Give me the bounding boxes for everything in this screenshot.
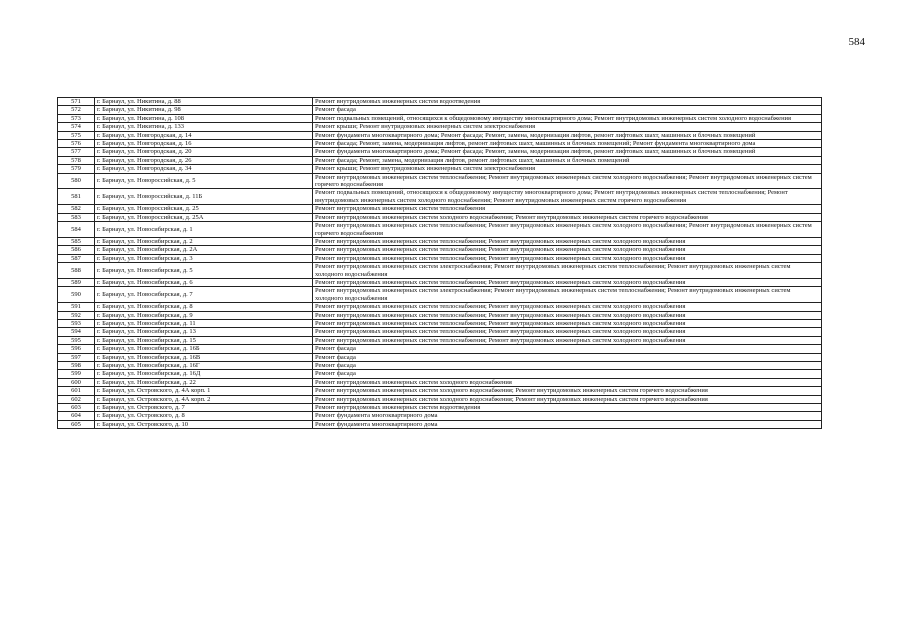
- page-number: 584: [848, 36, 865, 48]
- work-type-cell: Ремонт внутридомовых инженерных систем холодного водоснабжения; Ремонт внутридомовых инженерных систем горячего водоснабжения: [313, 387, 822, 395]
- work-type-cell: Ремонт внутридомовых инженерных систем холодного водоснабжения: [313, 378, 822, 386]
- work-type-cell: Ремонт внутридомовых инженерных систем холодного водоснабжения; Ремонт внутридомовых инженерных систем горячего водоснабжения: [313, 395, 822, 403]
- table-row: [58, 319, 822, 327]
- address-cell: г. Барнаул, ул. Островского, д. 4А корп. 1: [95, 387, 313, 395]
- table-row: [58, 362, 822, 370]
- table-row: [58, 328, 822, 336]
- row-number-cell: 595: [58, 336, 95, 344]
- row-number-cell: 574: [58, 123, 95, 131]
- table-row: [58, 131, 822, 139]
- table-row: [58, 263, 822, 279]
- row-number-cell: 602: [58, 395, 95, 403]
- address-cell: г. Барнаул, ул. Новосибирская, д. 2: [95, 237, 313, 245]
- table-row: [58, 387, 822, 395]
- work-type-cell: Ремонт внутридомовых инженерных систем электроснабжения; Ремонт внутридомовых инженерных систем теплоснабжения; Ремонт внутридомовых инженерных систем холодного водоснабжения: [313, 287, 822, 303]
- work-type-cell: Ремонт фундамента многоквартирного дома: [313, 412, 822, 420]
- row-number-cell: 594: [58, 328, 95, 336]
- address-cell: г. Барнаул, ул. Новосибирская, д. 9: [95, 311, 313, 319]
- address-cell: г. Барнаул, ул. Никитина, д. 98: [95, 106, 313, 114]
- row-number-cell: 597: [58, 353, 95, 361]
- row-number-cell: 575: [58, 131, 95, 139]
- work-type-cell: Ремонт внутридомовых инженерных систем теплоснабжения; Ремонт внутридомовых инженерных систем холодного водоснабжения: [313, 336, 822, 344]
- row-number-cell: 578: [58, 156, 95, 164]
- row-number-cell: 577: [58, 148, 95, 156]
- table-row: [58, 378, 822, 386]
- table-row: [58, 148, 822, 156]
- address-cell: г. Барнаул, ул. Новосибирская, д. 11: [95, 319, 313, 327]
- table-row: [58, 404, 822, 412]
- address-cell: г. Барнаул, ул. Островского, д. 8: [95, 412, 313, 420]
- address-cell: г. Барнаул, ул. Новосибирская, д. 16Б: [95, 345, 313, 353]
- row-number-cell: 576: [58, 140, 95, 148]
- work-type-cell: Ремонт внутридомовых инженерных систем теплоснабжения; Ремонт внутридомовых инженерных систем холодного водоснабжения: [313, 254, 822, 262]
- table-row: [58, 278, 822, 286]
- address-cell: г. Барнаул, ул. Новосибирская, д. 15: [95, 336, 313, 344]
- address-cell: г. Барнаул, ул. Новгородская, д. 14: [95, 131, 313, 139]
- work-type-cell: Ремонт крыши; Ремонт внутридомовых инженерных систем электроснабжения: [313, 165, 822, 173]
- table-row: [58, 287, 822, 303]
- address-cell: г. Барнаул, ул. Новосибирская, д. 3: [95, 254, 313, 262]
- address-cell: г. Барнаул, ул. Новгородская, д. 20: [95, 148, 313, 156]
- work-type-cell: Ремонт внутридомовых инженерных систем теплоснабжения; Ремонт внутридомовых инженерных систем холодного водоснабжения: [313, 319, 822, 327]
- work-type-cell: Ремонт фасада: [313, 106, 822, 114]
- address-cell: г. Барнаул, ул. Никитина, д. 133: [95, 123, 313, 131]
- table-row: [58, 140, 822, 148]
- table-row: [58, 246, 822, 254]
- row-number-cell: 580: [58, 173, 95, 189]
- address-cell: г. Барнаул, ул. Новосибирская, д. 13: [95, 328, 313, 336]
- work-type-cell: Ремонт фасада; Ремонт, замена, модернизация лифтов, ремонт лифтовых шахт, машинных и блочных помещений; Ремонт фундамента многоквартирного дома: [313, 140, 822, 148]
- address-cell: г. Барнаул, ул. Новгородская, д. 26: [95, 156, 313, 164]
- table-row: [58, 311, 822, 319]
- row-number-cell: 579: [58, 165, 95, 173]
- work-type-cell: Ремонт внутридомовых инженерных систем теплоснабжения; Ремонт внутридомовых инженерных систем холодного водоснабжения: [313, 311, 822, 319]
- address-cell: г. Барнаул, ул. Новосибирская, д. 1: [95, 222, 313, 238]
- row-number-cell: 601: [58, 387, 95, 395]
- work-type-cell: Ремонт подвальных помещений, относящихся к общедомовому имуществу многоквартирного дома; Ремонт внутридомовых инженерных систем холодного водоснабжения: [313, 114, 822, 122]
- address-cell: г. Барнаул, ул. Новосибирская, д. 2А: [95, 246, 313, 254]
- row-number-cell: 589: [58, 278, 95, 286]
- work-type-cell: Ремонт внутридомовых инженерных систем холодного водоснабжения; Ремонт внутридомовых инженерных систем горячего водоснабжения: [313, 213, 822, 221]
- address-cell: г. Барнаул, ул. Новороссийская, д. 25А: [95, 213, 313, 221]
- table-row: [58, 173, 822, 189]
- row-number-cell: 603: [58, 404, 95, 412]
- row-number-cell: 587: [58, 254, 95, 262]
- address-cell: г. Барнаул, ул. Новороссийская, д. 5: [95, 173, 313, 189]
- row-number-cell: 590: [58, 287, 95, 303]
- table-row: [58, 420, 822, 428]
- work-type-cell: Ремонт фасада; Ремонт, замена, модернизация лифтов, ремонт лифтовых шахт, машинных и блочных помещений: [313, 156, 822, 164]
- work-type-cell: Ремонт фундамента многоквартирного дома: [313, 420, 822, 428]
- row-number-cell: 591: [58, 303, 95, 311]
- table-row: [58, 213, 822, 221]
- row-number-cell: 583: [58, 213, 95, 221]
- work-type-cell: Ремонт фундамента многоквартирного дома; Ремонт фасада; Ремонт, замена, модернизация лифтов, ремонт лифтовых шахт, машинных и блочных помещений: [313, 148, 822, 156]
- table-row: [58, 303, 822, 311]
- table-row: [58, 123, 822, 131]
- row-number-cell: 571: [58, 98, 95, 106]
- table-row: [58, 336, 822, 344]
- work-type-cell: Ремонт внутридомовых инженерных систем теплоснабжения; Ремонт внутридомовых инженерных систем холодного водоснабжения: [313, 237, 822, 245]
- row-number-cell: 593: [58, 319, 95, 327]
- table-body: [58, 98, 822, 429]
- address-cell: г. Барнаул, ул. Островского, д. 10: [95, 420, 313, 428]
- table-row: [58, 254, 822, 262]
- work-type-cell: Ремонт внутридомовых инженерных систем водоотведения: [313, 404, 822, 412]
- work-type-cell: Ремонт внутридомовых инженерных систем электроснабжения; Ремонт внутридомовых инженерных систем теплоснабжения; Ремонт внутридомовых инженерных систем холодного водоснабжения: [313, 263, 822, 279]
- row-number-cell: 581: [58, 189, 95, 205]
- address-cell: г. Барнаул, ул. Новосибирская, д. 16Г: [95, 362, 313, 370]
- row-number-cell: 573: [58, 114, 95, 122]
- row-number-cell: 600: [58, 378, 95, 386]
- work-type-cell: Ремонт подвальных помещений, относящихся к общедомовому имуществу многоквартирного дома; Ремонт внутридомовых инженерных систем теплоснабжения; Ремонт внутридомовых инженерных систем холодного водоснабжения; Ремонт внутридомовых инженерных систем горячего водоснабжения: [313, 189, 822, 205]
- table-row: [58, 156, 822, 164]
- row-number-cell: 588: [58, 263, 95, 279]
- work-type-cell: Ремонт внутридомовых инженерных систем теплоснабжения; Ремонт внутридомовых инженерных систем холодного водоснабжения: [313, 278, 822, 286]
- table-row: [58, 165, 822, 173]
- address-cell: г. Барнаул, ул. Новосибирская, д. 16В: [95, 353, 313, 361]
- address-cell: г. Барнаул, ул. Новгородская, д. 34: [95, 165, 313, 173]
- row-number-cell: 572: [58, 106, 95, 114]
- address-cell: г. Барнаул, ул. Новосибирская, д. 16Д: [95, 370, 313, 378]
- address-cell: г. Барнаул, ул. Новосибирская, д. 7: [95, 287, 313, 303]
- table-row: [58, 370, 822, 378]
- work-type-cell: Ремонт внутридомовых инженерных систем теплоснабжения; Ремонт внутридомовых инженерных систем холодного водоснабжения: [313, 328, 822, 336]
- row-number-cell: 599: [58, 370, 95, 378]
- table-row: [58, 205, 822, 213]
- address-cell: г. Барнаул, ул. Новосибирская, д. 5: [95, 263, 313, 279]
- table-row: [58, 189, 822, 205]
- row-number-cell: 592: [58, 311, 95, 319]
- address-cell: г. Барнаул, ул. Новосибирская, д. 8: [95, 303, 313, 311]
- table-row: [58, 237, 822, 245]
- table-row: [58, 106, 822, 114]
- row-number-cell: 598: [58, 362, 95, 370]
- address-cell: г. Барнаул, ул. Новороссийская, д. 25: [95, 205, 313, 213]
- table-row: [58, 114, 822, 122]
- table-row: [58, 222, 822, 238]
- table-row: [58, 412, 822, 420]
- work-type-cell: Ремонт внутридомовых инженерных систем теплоснабжения; Ремонт внутридомовых инженерных систем холодного водоснабжения; Ремонт внутридомовых инженерных систем горячего водоснабжения: [313, 222, 822, 238]
- work-type-cell: Ремонт внутридомовых инженерных систем теплоснабжения; Ремонт внутридомовых инженерных систем холодного водоснабжения: [313, 246, 822, 254]
- address-cell: г. Барнаул, ул. Новгородская, д. 16: [95, 140, 313, 148]
- row-number-cell: 605: [58, 420, 95, 428]
- work-type-cell: Ремонт фасада: [313, 370, 822, 378]
- row-number-cell: 586: [58, 246, 95, 254]
- row-number-cell: 582: [58, 205, 95, 213]
- work-type-cell: Ремонт фундамента многоквартирного дома; Ремонт фасада; Ремонт, замена, модернизация лифтов, ремонт лифтовых шахт, машинных и блочных помещений: [313, 131, 822, 139]
- repair-table: [57, 97, 822, 429]
- work-type-cell: Ремонт фасада: [313, 345, 822, 353]
- row-number-cell: 585: [58, 237, 95, 245]
- work-type-cell: Ремонт внутридомовых инженерных систем водоотведения: [313, 98, 822, 106]
- work-type-cell: Ремонт внутридомовых инженерных систем теплоснабжения; Ремонт внутридомовых инженерных систем холодного водоснабжения; Ремонт внутридомовых инженерных систем горячего водоснабжения: [313, 173, 822, 189]
- address-cell: г. Барнаул, ул. Островского, д. 7: [95, 404, 313, 412]
- work-type-cell: Ремонт внутридомовых инженерных систем теплоснабжения; Ремонт внутридомовых инженерных систем холодного водоснабжения: [313, 303, 822, 311]
- table-row: [58, 353, 822, 361]
- address-cell: г. Барнаул, ул. Новороссийская, д. 11Б: [95, 189, 313, 205]
- work-type-cell: Ремонт фасада: [313, 362, 822, 370]
- row-number-cell: 584: [58, 222, 95, 238]
- table-row: [58, 98, 822, 106]
- address-cell: г. Барнаул, ул. Никитина, д. 88: [95, 98, 313, 106]
- table-row: [58, 395, 822, 403]
- table-row: [58, 345, 822, 353]
- address-cell: г. Барнаул, ул. Новосибирская, д. 22: [95, 378, 313, 386]
- address-cell: г. Барнаул, ул. Островского, д. 4А корп. 2: [95, 395, 313, 403]
- work-type-cell: Ремонт фасада: [313, 353, 822, 361]
- address-cell: г. Барнаул, ул. Никитина, д. 108: [95, 114, 313, 122]
- row-number-cell: 596: [58, 345, 95, 353]
- work-type-cell: Ремонт крыши; Ремонт внутридомовых инженерных систем электроснабжения: [313, 123, 822, 131]
- address-cell: г. Барнаул, ул. Новосибирская, д. 6: [95, 278, 313, 286]
- row-number-cell: 604: [58, 412, 95, 420]
- work-type-cell: Ремонт внутридомовых инженерных систем теплоснабжения: [313, 205, 822, 213]
